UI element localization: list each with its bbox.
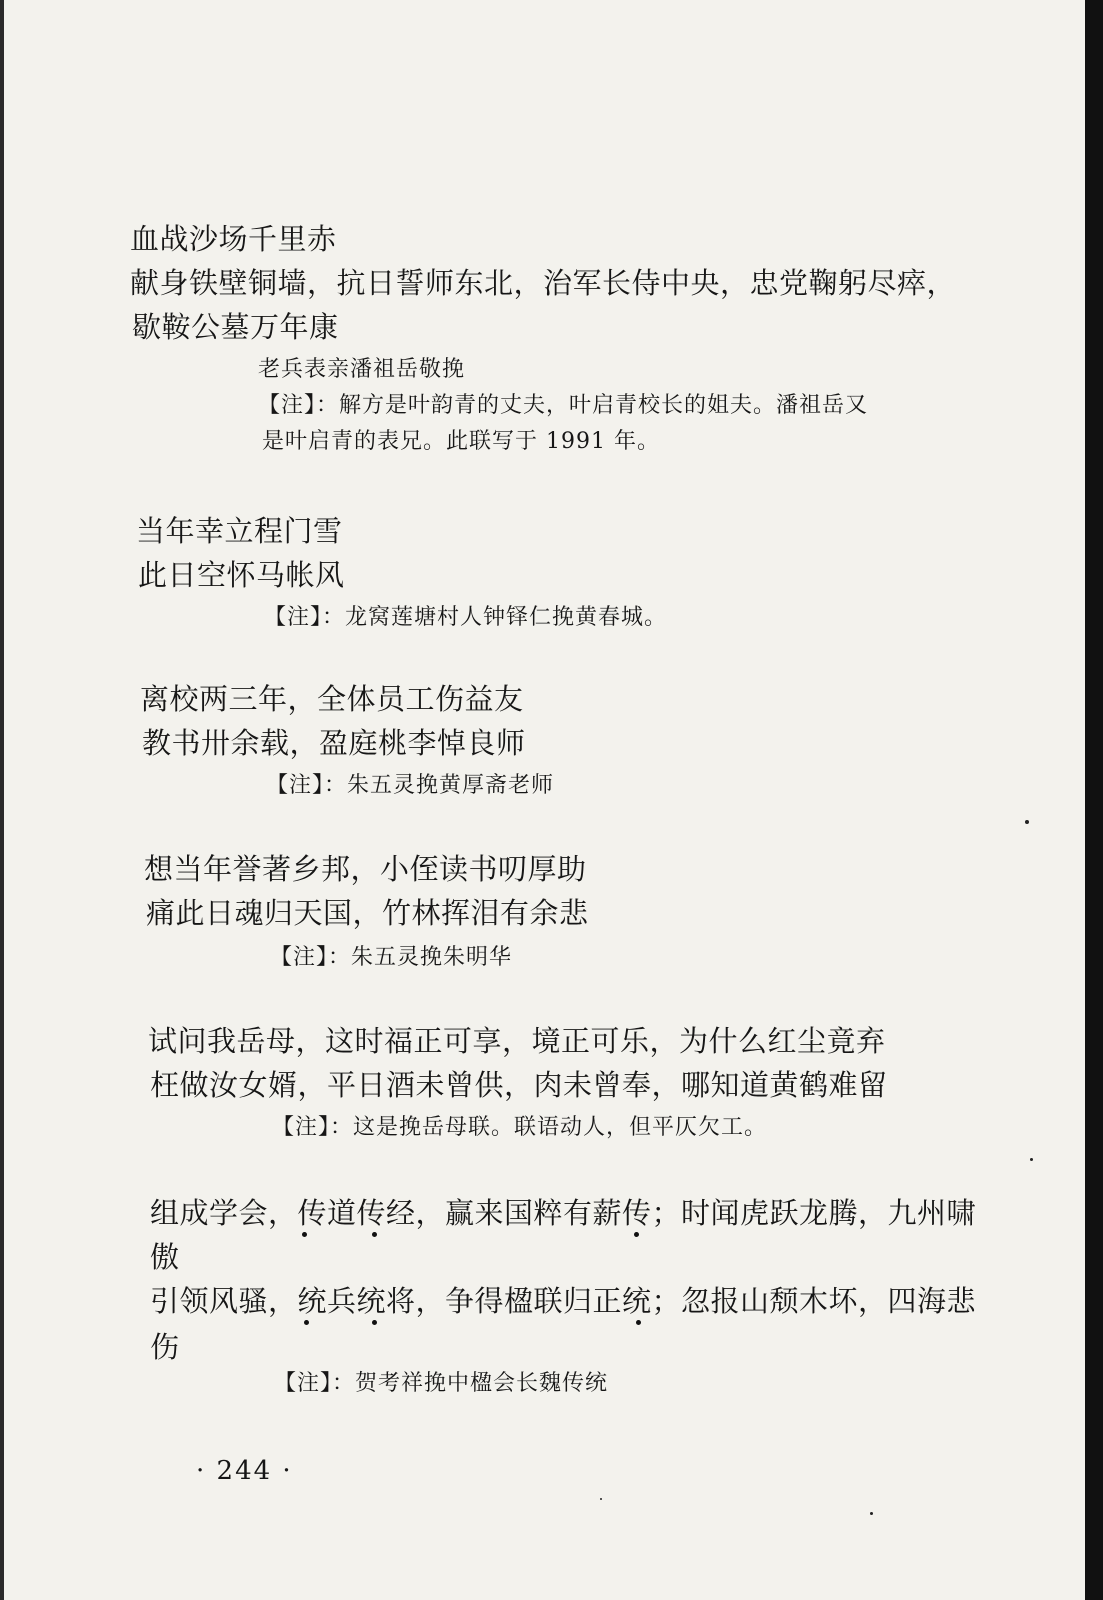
couplet-line: 此日空怀马帐风	[138, 558, 345, 592]
couplet-line: 歇鞍公墓万年康	[132, 310, 339, 344]
signature-note: 老兵表亲潘祖岳敬挽	[258, 357, 466, 382]
emphasis-dot	[372, 1320, 377, 1325]
couplet-line: 当年幸立程门雪	[136, 514, 343, 548]
scan-speck	[1030, 1158, 1033, 1161]
couplet-line-wrap: 伤	[150, 1330, 180, 1364]
emphasis-dot	[372, 1232, 377, 1237]
emphasis-dot	[304, 1320, 309, 1325]
emphasis-dot	[636, 1320, 641, 1325]
annotation-note: 【注】：解方是叶韵青的丈夫，叶启青校长的姐夫。潘祖岳又	[258, 393, 869, 418]
couplet-line: 离校两三年，全体员工伤益友	[140, 682, 524, 716]
annotation-note: 【注】：贺考祥挽中楹会长魏传统	[274, 1371, 609, 1396]
couplet-line: 教书卅余载，盈庭桃李悼良师	[142, 726, 526, 760]
annotation-note: 【注】：龙窝莲塘村人钟铎仁挽黄春城。	[264, 605, 668, 630]
couplet-line: 枉做汝女婿，平日酒未曾供，肉未曾奉，哪知道黄鹤难留	[150, 1068, 888, 1102]
scan-speck	[870, 1512, 873, 1515]
scan-speck	[1025, 820, 1029, 824]
couplet-line-wrap: 傲	[150, 1240, 180, 1274]
couplet-line: 痛此日魂归天国，竹林挥泪有余悲	[146, 896, 589, 930]
emphasis-dot	[302, 1232, 307, 1237]
couplet-line: 试问我岳母，这时福正可享，境正可乐，为什么红尘竟弃	[148, 1024, 886, 1058]
couplet-line: 想当年誉著乡邦，小侄读书叨厚助	[144, 852, 587, 886]
annotation-note: 【注】：朱五灵挽朱明华	[270, 945, 513, 970]
couplet-line: 献身铁壁铜墙，抗日誓师东北，治军长侍中央，忠党鞠躬尽瘁，	[130, 266, 957, 300]
annotation-note: 【注】：朱五灵挽黄厚斋老师	[266, 773, 555, 798]
annotation-note: 是叶启青的表兄。此联写于 1991 年。	[262, 429, 660, 454]
page-number: · 244 ·	[196, 1456, 293, 1486]
couplet-line: 引领风骚，统兵统将，争得楹联归正统；忽报山颓木坏，四海悲	[150, 1284, 977, 1318]
couplet-line: 血战沙场千里赤	[130, 222, 337, 256]
scan-speck	[600, 1498, 602, 1500]
scan-edge-right	[1085, 0, 1103, 1600]
annotation-note: 【注】：这是挽岳母联。联语动人，但平仄欠工。	[272, 1115, 768, 1140]
emphasis-dot	[634, 1232, 639, 1237]
couplet-line: 组成学会，传道传经，赢来国粹有薪传；时闻虎跃龙腾，九州啸	[150, 1196, 977, 1230]
